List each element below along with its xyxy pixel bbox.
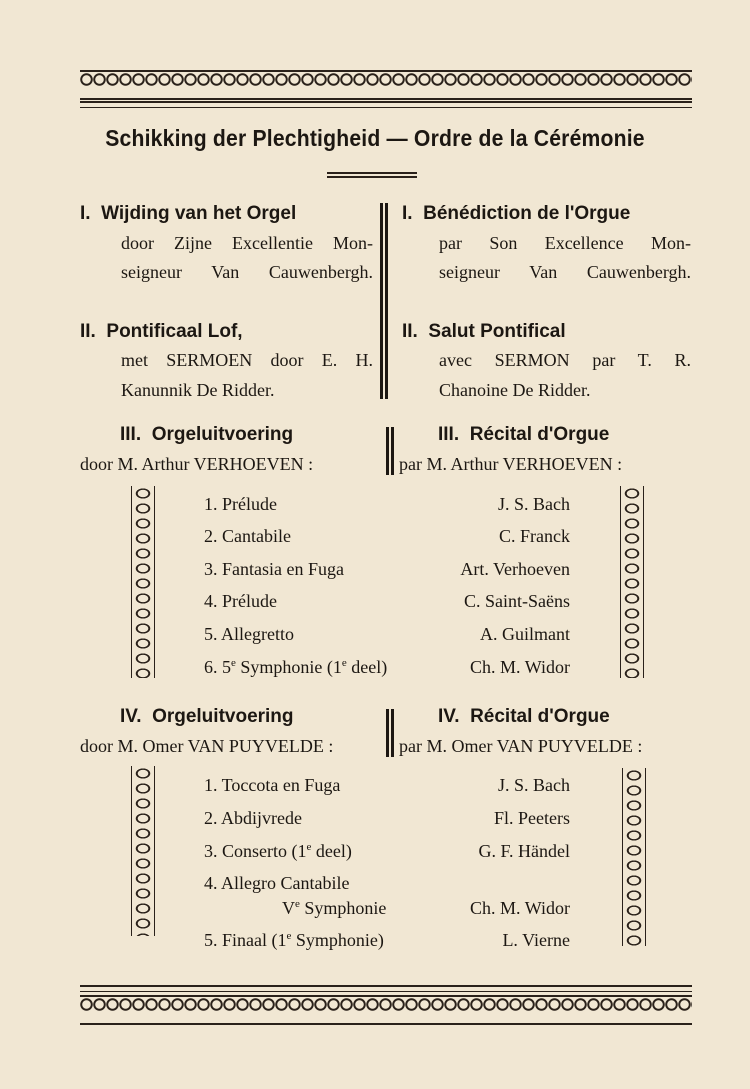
s4-composer-4: Ch. M. Widor <box>470 898 570 918</box>
title-rule <box>327 172 417 178</box>
s3-composer-1: J. S. Bach <box>498 494 570 514</box>
s3-fr-performer: par M. Arthur VERHOEVEN : <box>399 454 623 474</box>
s2-nl-heading: II. Pontificaal Lof, <box>80 321 243 342</box>
s4-piece-5: 5. Finaal (1e Symphonie) <box>204 930 384 950</box>
s1-fr-line2: seigneur Van Cauwenbergh. <box>439 262 691 282</box>
s4-piece-4: 4. Allegro Cantabile <box>204 873 350 893</box>
s4-nl-performer: door M. Omer VAN PUYVELDE : <box>80 736 334 756</box>
s3-composer-2: C. Franck <box>499 526 570 546</box>
s1-nl-line2: seigneur Van Cauwenbergh. <box>121 262 373 282</box>
s3-piece-2: 2. Cantabile <box>204 526 291 546</box>
s4-nl-heading: IV. Orgeluitvoering <box>120 706 294 727</box>
s4-fr-heading: IV. Récital d'Orgue <box>438 706 610 727</box>
s3-nl-performer: door M. Arthur VERHOEVEN : <box>80 454 314 474</box>
s1-nl-heading: I. Wijding van het Orgel <box>80 203 297 224</box>
bottom-rule <box>80 985 692 992</box>
top-ornamental-border <box>80 70 692 100</box>
s4-composer-2: Fl. Peeters <box>494 808 570 828</box>
s3-right-ornament <box>620 486 644 678</box>
s3-piece-4: 4. Prélude <box>204 591 277 611</box>
s4-piece-4-line2: Ve Symphonie <box>282 898 387 918</box>
s3-composer-3: Art. Verhoeven <box>460 559 570 579</box>
s2-nl-line2: Kanunnik De Ridder. <box>121 380 275 400</box>
s3-composer-5: A. Guilmant <box>480 624 570 644</box>
s3-divider <box>386 427 394 475</box>
s3-fr-heading: III. Récital d'Orgue <box>438 424 610 445</box>
s2-fr-heading: II. Salut Pontifical <box>402 321 566 342</box>
page-title: Schikking der Plechtigheid — Ordre de la Cérémonie <box>105 125 645 151</box>
s4-piece-3: 3. Conserto (1e deel) <box>204 841 352 861</box>
s3-left-ornament <box>131 486 155 678</box>
s1-nl-line1: door Zijne Excellentie Mon- <box>121 233 373 253</box>
s2-nl-line1: met SERMOEN door E. H. <box>121 350 373 370</box>
bottom-ornamental-border <box>80 995 692 1025</box>
s4-divider <box>386 709 394 757</box>
s3-composer-4: C. Saint-Saëns <box>464 591 570 611</box>
s4-fr-performer: par M. Omer VAN PUYVELDE : <box>399 736 643 756</box>
s4-composer-5: L. Vierne <box>502 930 570 950</box>
s3-piece-6: 6. 5e Symphonie (1e deel) <box>204 657 388 677</box>
s4-left-ornament <box>131 766 155 936</box>
s3-composer-6: Ch. M. Widor <box>470 657 570 677</box>
s4-piece-2: 2. Abdijvrede <box>204 808 302 828</box>
center-divider <box>380 203 388 399</box>
s3-piece-3: 3. Fantasia en Fuga <box>204 559 344 579</box>
s2-fr-line2: Chanoine De Ridder. <box>439 380 591 400</box>
s4-piece-1: 1. Toccota en Fuga <box>204 775 341 795</box>
s3-piece-5: 5. Allegretto <box>204 624 294 644</box>
s4-composer-1: J. S. Bach <box>498 775 570 795</box>
s1-fr-line1: par Son Excellence Mon- <box>439 233 691 253</box>
s3-nl-heading: III. Orgeluitvoering <box>120 424 294 445</box>
s4-right-ornament <box>622 768 646 946</box>
top-rule <box>80 101 692 108</box>
s1-fr-heading: I. Bénédiction de l'Orgue <box>402 203 631 224</box>
s2-fr-line1: avec SERMON par T. R. <box>439 350 691 370</box>
s3-piece-1: 1. Prélude <box>204 494 277 514</box>
s4-composer-3: G. F. Händel <box>478 841 570 861</box>
